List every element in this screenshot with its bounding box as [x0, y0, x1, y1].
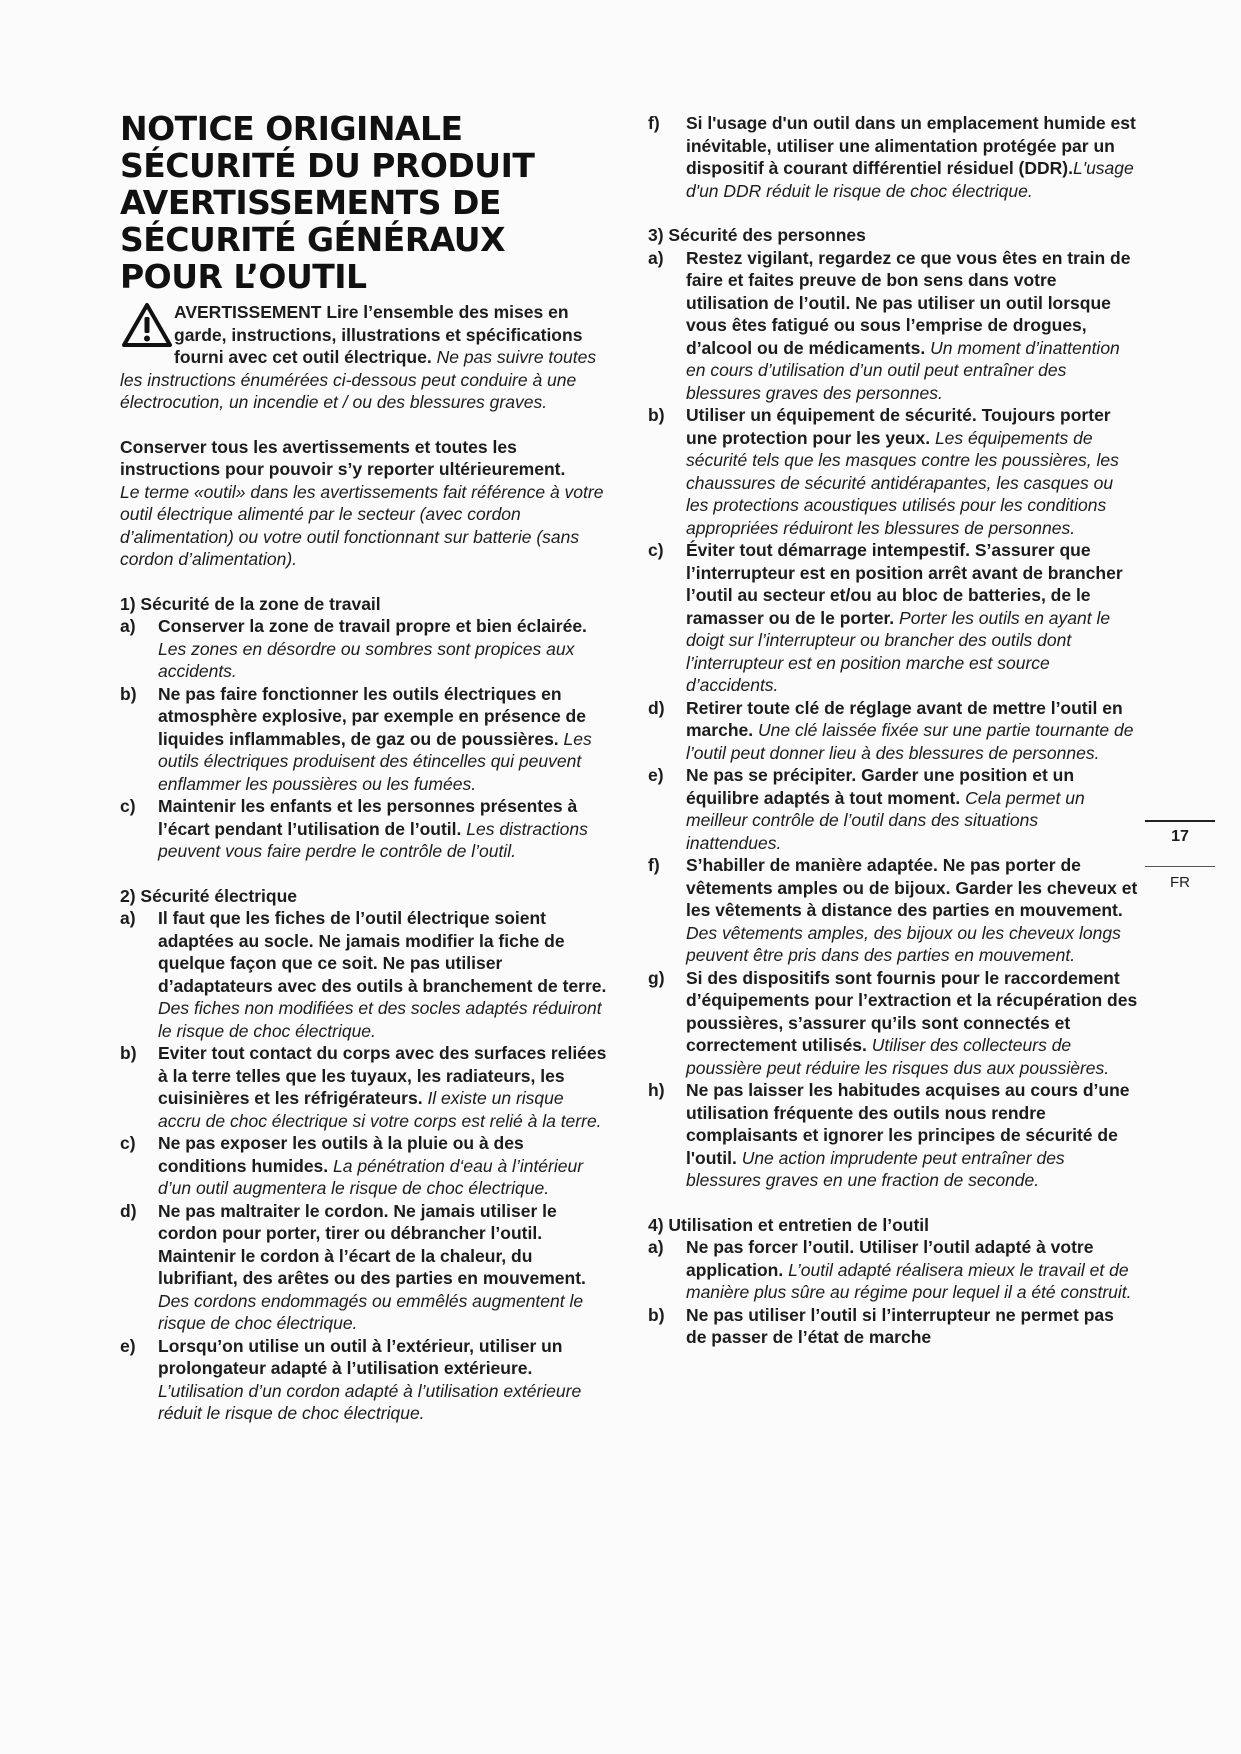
- list-item: f) S’habiller de manière adaptée. Ne pas porter de vêtements amples ou de bijoux. Garder les cheveux et les vêtements à distance des parties en mouvement. Des vêtements amples, des bijoux ou les cheveux longs peuvent être pris dans des parties en mouvement.: [648, 855, 1138, 965]
- list-item: e) Lorsqu’on utilise un outil à l’extérieur, utiliser un prolongateur adapté à l’utilisation extérieure. L’utilisation d’un cordon adapté à l’utilisation extérieure réduit le risque de choc électrique.: [120, 1335, 582, 1423]
- title-line: NOTICE ORIGINALE: [120, 109, 463, 148]
- title-line: SÉCURITÉ DU PRODUIT: [120, 146, 535, 185]
- list-item: b) Ne pas utiliser l’outil si l’interrupteur ne permet pas de passer de l’état de marche: [648, 1304, 1114, 1347]
- list-item: g) Si des dispositifs sont fournis pour le raccordement d’équipements pour l’extraction et la récupération des poussières, s’assurer qu’ils sont connectés et correctement utilisés. Utiliser des collecteurs de poussière peut réduire les risques dus aux poussières.: [648, 967, 1138, 1078]
- title-line: SÉCURITÉ GÉNÉRAUX: [120, 220, 506, 259]
- list-item: d) Ne pas maltraiter le cordon. Ne jamais utiliser le cordon pour porter, tirer ou débrancher l’outil. Maintenir le cordon à l’écart de la chaleur, du lubrifiant, des arêtes ou des parties en mouvement. Des cordons endommagés ou emmêlés augmentent le risque de choc électrique.: [120, 1200, 586, 1333]
- list-item: a) Il faut que les fiches de l’outil électrique soient adaptées au socle. Ne jamais modifier la fiche de quelque façon que ce soit. Ne pas utiliser d’adaptateurs avec des outils à branchement de terre. Des fiches non modifiées et des socles adaptés réduiront le risque de choc électrique.: [120, 908, 607, 1041]
- left-column: [120, 110, 610, 1425]
- list-item: c) Éviter tout démarrage intempestif. S’assurer que l’interrupteur est en position arrêt avant de brancher l’outil au secteur et/ou au bloc de batteries, de le ramasser ou de le porter. Porter les outils en ayant le doigt sur l’interrupteur ou brancher des outils dont l’interrupteur est en position marche est source d’accidents.: [648, 540, 1123, 695]
- keep-italic: Le terme «outil» dans les avertissements fait référence à votre outil électrique alimenté par le secteur (avec cordon d’alimentation) ou votre outil fonctionnant sur batterie (sans cordon d’alimentation).: [120, 481, 604, 569]
- list-item: h) Ne pas laisser les habitudes acquises au cours d’une utilisation fréquente des outils nous rendre complaisants et ignorer les principes de sécurité de l'outil. Une action imprudente peut entraîner des blessures graves en une fraction de seconde.: [648, 1080, 1130, 1190]
- list-item: b) Eviter tout contact du corps avec des surfaces reliées à la terre telles que les tuyaux, les radiateurs, les cuisinières et les réfrigérateurs. Il existe un risque accru de choc électrique si votre corps est relié à la terre.: [120, 1043, 607, 1131]
- section-heading-personal-safety: 3) Sécurité des personnes: [648, 225, 866, 245]
- language-code: FR: [1170, 874, 1190, 891]
- keep-instructions: [120, 436, 610, 571]
- warning-block: [120, 301, 610, 414]
- list-item: b) Ne pas faire fonctionner les outils électriques en atmosphère explosive, par exemple en présence de liquides inflammables, de gaz ou de poussières. Les outils électriques produisent des étincelles qui peuvent enflammer les poussières ou les fumées.: [120, 683, 592, 794]
- section-heading-tool-use: 4) Utilisation et entretien de l’outil: [648, 1214, 929, 1235]
- margin-divider: [1145, 820, 1215, 822]
- warning-label: AVERTISSEMENT: [174, 302, 322, 322]
- list-item: e) Ne pas se précipiter. Garder une position et un équilibre adaptés à tout moment. Cela permet un meilleur contrôle de l’outil dans des situations inattendues.: [648, 765, 1085, 853]
- list-item: a) Conserver la zone de travail propre et bien éclairée. Les zones en désordre ou sombres sont propices aux accidents.: [120, 616, 587, 681]
- page-title: [120, 110, 610, 295]
- warning-triangle-icon: [120, 301, 174, 349]
- page-number: 17: [1171, 828, 1189, 845]
- title-line: POUR L’OUTIL: [120, 257, 367, 296]
- margin-divider: [1145, 866, 1215, 867]
- list-item: b) Utiliser un équipement de sécurité. Toujours porter une protection pour les yeux. Les équipements de sécurité tels que les masques contre les poussières, les chaussures de sécurité antidérapantes, les casques ou les protections acoustiques utilisés pour les conditions appropriées réduiront les blessures de personnes.: [648, 405, 1119, 538]
- warning-bold-text: Lire l’ensemble des mises en garde, instructions, illustrations et spécifications fourni avec cet outil électrique.: [174, 302, 583, 367]
- warning-italic-text: Ne pas suivre toutes les instructions énumérées ci-dessous peut conduire à une électrocution, un incendie et / ou des blessures graves.: [120, 347, 597, 412]
- list-item: f) Si l'usage d'un outil dans un emplacement humide est inévitable, utiliser une alimentation protégée par un dispositif à courant différentiel résiduel (DDR).L'usage d'un DDR réduit le risque de choc électrique.: [648, 113, 1136, 201]
- right-column: [648, 112, 1138, 1349]
- section-heading-electrical: 2) Sécurité électrique: [120, 885, 298, 906]
- list-item: a) Ne pas forcer l’outil. Utiliser l’outil adapté à votre application. L’outil adapté réalisera mieux le travail et de manière plus sûre au régime pour lequel il a été construit.: [648, 1237, 1132, 1302]
- list-item: d) Retirer toute clé de réglage avant de mettre l’outil en marche. Une clé laissée fixée sur une partie tournante de l’outil peut donner lieu à des blessures de personnes.: [648, 697, 1134, 763]
- title-line: AVERTISSEMENTS DE: [120, 183, 501, 222]
- list-item: c) Maintenir les enfants et les personnes présentes à l’écart pendant l’utilisation de l’outil. Les distractions peuvent vous faire perdre le contrôle de l’outil.: [120, 796, 588, 861]
- section-heading-work-area: 1) Sécurité de la zone de travail: [120, 593, 381, 614]
- list-item: c) Ne pas exposer les outils à la pluie ou à des conditions humides. La pénétration d‘eau à l’intérieur d’un outil augmentera le risque de choc électrique.: [120, 1133, 584, 1198]
- list-item: a) Restez vigilant, regardez ce que vous êtes en train de faire et faites preuve de bon sens dans votre utilisation de l’outil. Ne pas utiliser un outil lorsque vous êtes fatigué ou sous l’emprise de drogues, d’alcool ou de médicaments. Un moment d’inattention en cours d’utilisation d’un outil peut entraîner des blessures graves des personnes.: [648, 247, 1131, 403]
- keep-bold: Conserver tous les avertissements et toutes les instructions pour pouvoir s’y reporter ultérieurement.: [120, 436, 566, 479]
